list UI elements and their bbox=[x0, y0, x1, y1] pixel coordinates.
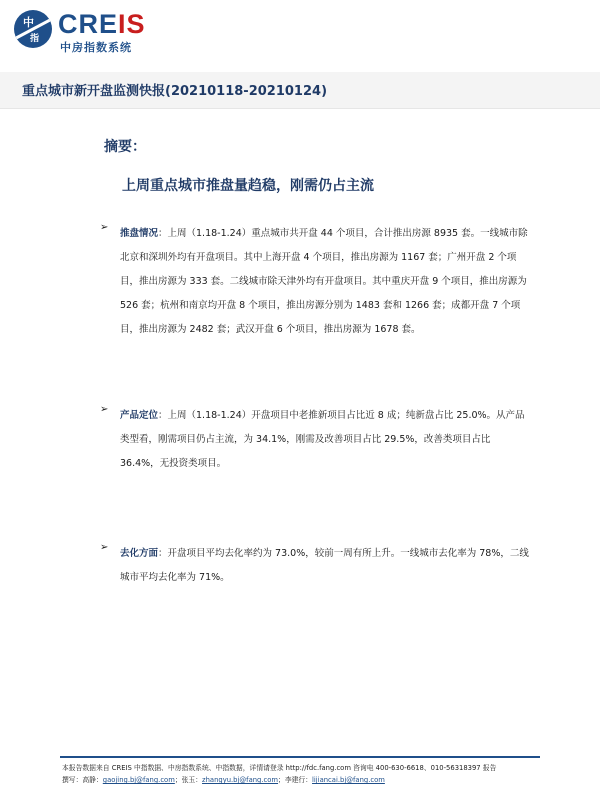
creis-logo bbox=[14, 10, 214, 54]
section-supply bbox=[100, 222, 530, 342]
summary-label: 摘要： bbox=[104, 139, 146, 155]
bullet-arrow-icon: ➢ bbox=[100, 542, 109, 553]
author-email-link[interactable]: gaojing.bj@fang.com bbox=[102, 776, 175, 784]
section-paragraph bbox=[120, 222, 530, 342]
logo-subtitle: 中房指数系统 bbox=[60, 41, 132, 54]
logo-emblem-char-bottom: 指 bbox=[30, 34, 40, 44]
section-label: 去化方面 bbox=[120, 548, 159, 559]
footer-source-line: 本报告数据来自 CREIS 中指数据、中房指数系统、中指数据，详情请登录 http://fdc.fang.com 咨询电 400-630-6618、010-56318397 报告 bbox=[62, 764, 497, 772]
section-positioning bbox=[100, 404, 530, 476]
author-email-link[interactable]: zhangyu.bj@fang.com bbox=[202, 776, 279, 784]
footer-divider bbox=[60, 756, 540, 758]
footer-authors-line bbox=[62, 774, 542, 786]
section-text: ：上周（1.18-1.24）开盘项目中老推新项目占比近 8 成；纯新盘占比 25.0%。从产品类型看，刚需项目仍占主流，为 34.1%，刚需及改善项目占比 29.5%，改善类项目占比 36.4%，无投资类项目。 bbox=[120, 410, 525, 469]
bullet-arrow-icon: ➢ bbox=[100, 404, 109, 415]
footer bbox=[62, 762, 542, 786]
footer-authors-sep: ；李建行： bbox=[278, 776, 313, 784]
section-paragraph bbox=[120, 404, 530, 476]
logo-wordmark bbox=[58, 9, 146, 40]
bullet-arrow-icon: ➢ bbox=[100, 222, 109, 233]
logo-wordmark-accent: IS bbox=[118, 9, 146, 39]
footer-authors-sep: ；张玉： bbox=[174, 776, 203, 784]
section-label: 推盘情况 bbox=[120, 228, 159, 239]
section-text: ：上周（1.18-1.24）重点城市共开盘 44 个项目，合计推出房源 8935 套。一线城市除北京和深圳外均有开盘项目。其中上海开盘 4 个项目，推出房源为 1167 套；广州开盘 2 个项目，推出房源为 333 套。二线城市除天津外均有开盘项目。其中重庆开盘 9 个项目，推出房源为 526 套；杭州和南京均开盘 8 个项目，推出房源分别为 1483 套和 1266 套；成都开盘 7 个项目，推出房源为 2482 套；武汉开盘 6 个项目，推出房源为 1678 套。 bbox=[120, 228, 528, 335]
section-text: ：开盘项目平均去化率约为 73.0%，较前一周有所上升。一线城市去化率为 78%，二线城市平均去化率为 71%。 bbox=[120, 548, 529, 583]
report-title-bar bbox=[0, 72, 600, 109]
section-label: 产品定位 bbox=[120, 410, 159, 421]
logo-wordmark-main: CRE bbox=[58, 9, 119, 39]
section-absorption bbox=[100, 542, 530, 590]
author-email-link[interactable]: lijiancai.bj@fang.com bbox=[312, 776, 385, 784]
summary-headline: 上周重点城市推盘量趋稳，刚需仍占主流 bbox=[122, 178, 374, 194]
logo-emblem bbox=[14, 10, 52, 48]
section-paragraph bbox=[120, 542, 530, 590]
logo-emblem-char-top: 中 bbox=[23, 16, 34, 29]
report-title: 重点城市新开盘监测快报(20210118-20210124) bbox=[22, 84, 328, 99]
footer-authors-prefix: 撰写：高静： bbox=[62, 776, 103, 784]
